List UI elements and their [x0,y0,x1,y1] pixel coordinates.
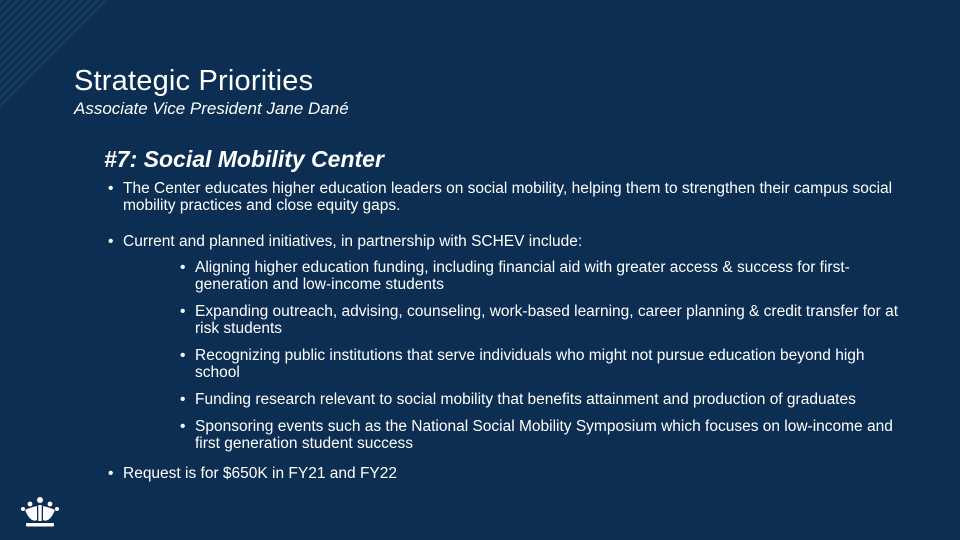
bullet-list [104,180,934,482]
bullet-item [104,233,934,250]
page-subtitle: Associate Vice President Jane Dané [74,99,349,118]
sub-bullet-item [104,347,913,381]
sub-bullet-item [104,391,913,408]
bullet-marker: • [108,180,114,197]
page-title: Strategic Priorities [74,65,314,97]
sub-bullet-text: Funding research relevant to social mobility that benefits attainment and production of graduates [195,391,856,408]
bullet-marker: • [108,233,114,250]
slide-heading: #7: Social Mobility Center [104,146,384,172]
bullet-text: Current and planned initiatives, in partnership with SCHEV include: [123,233,583,250]
bullet-text: The Center educates higher education leaders on social mobility, helping them to strengthen their campus social mobility practices and close equity gaps. [123,180,893,214]
sub-bullet-text: Aligning higher education funding, including financial aid with greater access & success for first-generation and low-income students [195,259,850,293]
sub-bullet-item [104,259,913,293]
sub-bullet-item [104,418,913,452]
bullet-marker: • [180,347,186,364]
bullet-marker: • [180,303,186,320]
bullet-item [104,180,934,214]
bullet-marker: • [180,418,186,435]
crown-logo-icon [20,496,60,528]
sub-bullet-list [104,259,934,452]
sub-bullet-text: Sponsoring events such as the National Social Mobility Symposium which focuses on low-income and first generation student success [195,418,893,452]
bullet-marker: • [108,465,114,482]
sub-bullet-text: Recognizing public institutions that serve individuals who might not pursue education beyond high school [195,347,865,381]
bullet-text: Request is for $650K in FY21 and FY22 [123,465,397,482]
bullet-item [104,465,934,482]
stripe [0,0,4,4]
bullet-marker: • [180,391,186,408]
sub-bullet-text: Expanding outreach, advising, counseling, work-based learning, career planning & credit transfer for at risk students [195,303,899,337]
bullet-marker: • [180,259,186,276]
sub-bullet-item [104,303,913,337]
